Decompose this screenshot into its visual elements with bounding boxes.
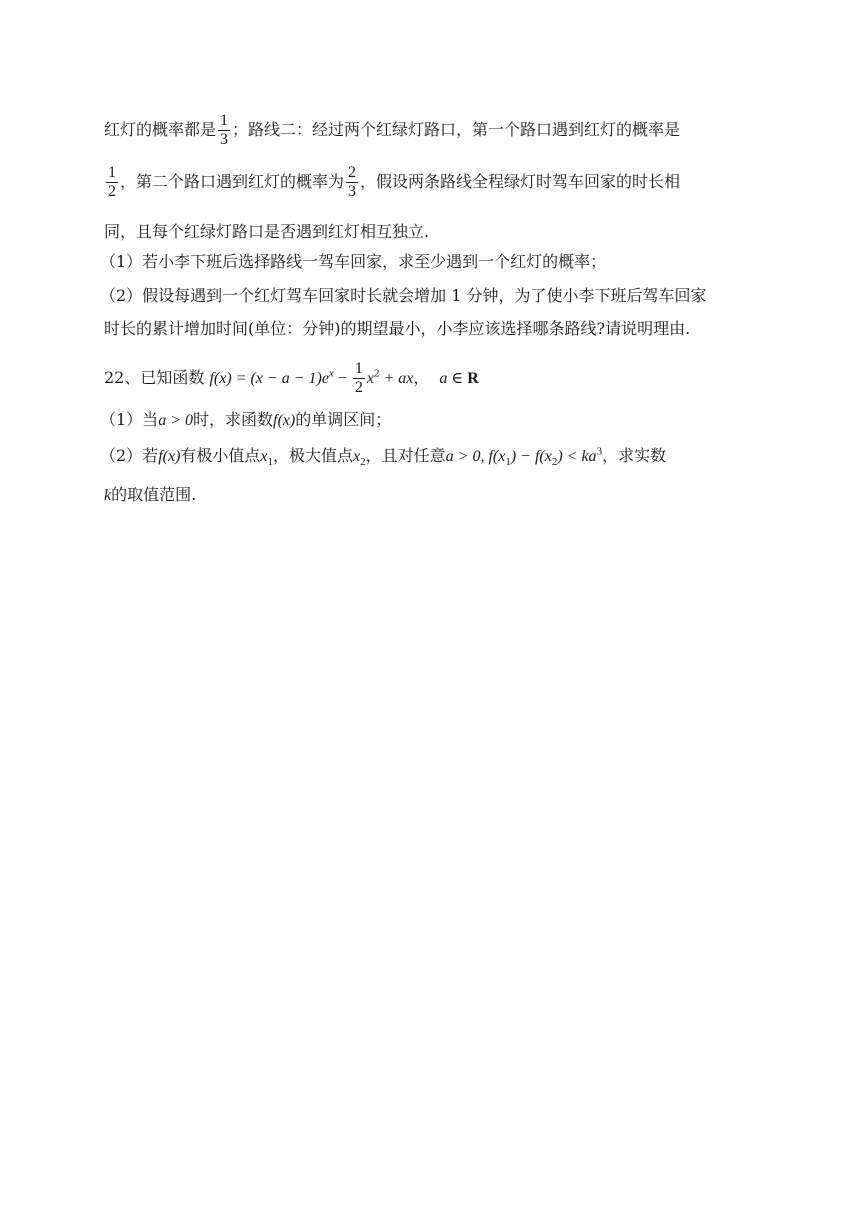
q21-part-2-line-2: 时长的累计增加时间(单位：分钟)的期望最小，小李应该选择哪条路线?请说明理由. bbox=[104, 319, 691, 338]
fraction-one-half: $\frac{1}{2}$ bbox=[354, 360, 363, 396]
q21-part-2-line-1: （2）假设每遇到一个红灯驾车回家时长就会增加 1 分钟，为了使小李下班后驾车回家 bbox=[100, 286, 707, 305]
q21-line-3: 同，且每个红绿灯路口是否遇到红灯相互独立. bbox=[104, 222, 430, 241]
domain: a ∈ R bbox=[439, 370, 479, 387]
text: ；路线二：经过两个红绿灯路口，第一个路口遇到红灯的概率是 bbox=[232, 120, 681, 139]
q22-part-1: （1）当a > 0时，求函数f(x)的单调区间； bbox=[100, 410, 392, 429]
fraction-one-third: $\frac{1}{3}$ bbox=[220, 112, 229, 148]
fraction-one-half: $\frac{1}{2}$ bbox=[108, 164, 116, 200]
question-label: 22、已知函数 bbox=[104, 368, 205, 387]
text: ，第二个路口遇到红灯的概率为 bbox=[120, 172, 345, 191]
fraction-two-thirds: $\frac{2}{3}$ bbox=[348, 164, 357, 200]
q22-part-2-line-2: k的取值范围. bbox=[104, 485, 197, 504]
text: ，假设两条路线全程绿灯时驾车回家的时长相 bbox=[360, 172, 681, 191]
text: 红灯的概率都是 bbox=[104, 120, 217, 139]
function-expression: $f(x) = (x - a - 1)e^x$ − bbox=[209, 367, 351, 387]
q21-line-1 bbox=[104, 112, 764, 149]
condition-inequality: a > 0, $f(x_1) - f(x_2) < ka^3$ bbox=[445, 445, 603, 469]
q22-statement: 22、已知函数 $f(x) = (x - a - 1)e^x$ − $\frac{1}{2}$ $x^2$ + ax， a ∈ R bbox=[104, 360, 479, 396]
q21-part-1: （1）若小李下班后选择路线一驾车回家，求至少遇到一个红灯的概率； bbox=[100, 252, 607, 271]
q22-part-2: （2）若f(x)有极小值点$x_1$，极大值点$x_2$，且对任意a > 0, $f(x_1) - f(x_2) < ka^3$，求实数 bbox=[100, 445, 667, 469]
q21-line-2 bbox=[104, 164, 764, 201]
